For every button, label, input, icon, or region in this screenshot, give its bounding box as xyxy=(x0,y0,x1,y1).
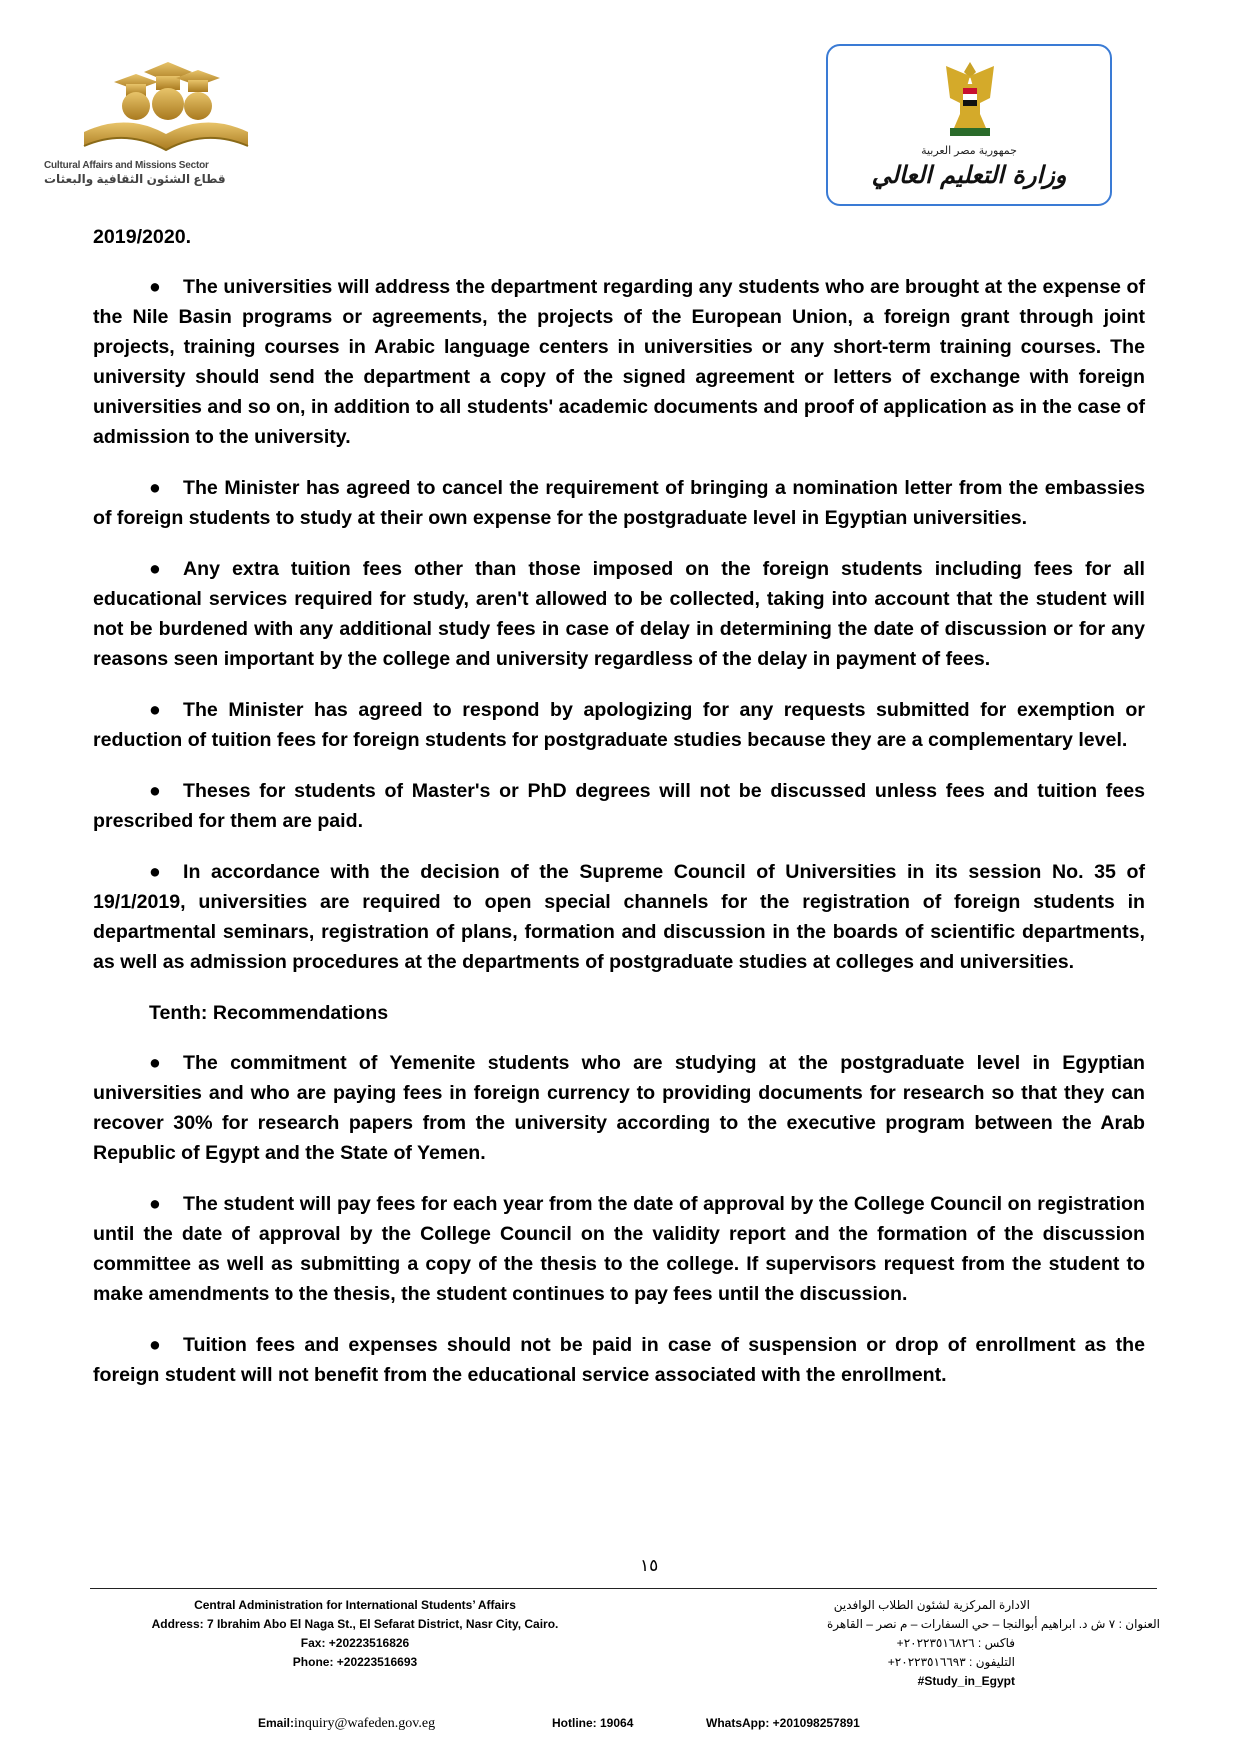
footer-hashtag[interactable]: #Study_in_Egypt xyxy=(917,1674,1015,1688)
footer-email xyxy=(258,1716,435,1732)
document-body xyxy=(93,222,1145,1411)
bullet-paragraph: ● In accordance with the decision of the Supreme Council of Universities in its session No. 35 of 19/1/2019, universities are required to open special channels for the registration of foreign students in departmental seminars, registration of plans, formation and discussion in the boards of scientific departments, as well as admission procedures at the departments of postgraduate studies at colleges and universities. xyxy=(93,857,1145,977)
footer-address-ar: العنوان : ٧ ش د. ابراهيم أبوالنجا – حي السفارات – م نصر – القاهرة xyxy=(826,1617,1160,1631)
footer-fax-en: Fax: +20223516826 xyxy=(300,1636,410,1650)
footer-address-en: Address: 7 Ibrahim Abo El Naga St., El Sefarat District, Nasr City, Cairo. xyxy=(151,1617,559,1631)
footer-english xyxy=(90,1596,620,1672)
republic-name: جمهورية مصر العربية xyxy=(921,145,1017,157)
year-line: 2019/2020. xyxy=(93,226,192,248)
footer-title-en: Central Administration for International Students’ Affairs xyxy=(194,1598,516,1612)
page-number: ١٥ xyxy=(640,1556,659,1575)
footer-phone-en: Phone: +20223516693 xyxy=(292,1655,418,1669)
bullet-paragraph: ● The Minister has agreed to respond by apologizing for any requests submitted for exemption or reduction of tuition fees for foreign students for postgraduate studies because they are a complementary level. xyxy=(93,695,1145,755)
footer-divider xyxy=(90,1588,1157,1589)
bullet-paragraph: ● The Minister has agreed to cancel the requirement of bringing a nomination letter from the embassies of foreign students to study at their own expense for the postgraduate level in Egyptian universities. xyxy=(93,473,1145,533)
bullet-icon: ● xyxy=(149,861,161,883)
footer-whatsapp: WhatsApp: +201098257891 xyxy=(706,1716,860,1730)
bullet-icon: ● xyxy=(149,558,161,580)
footer-phone-ar: التليفون : ٢٠٢٢٣٥١٦٦٩٣+ xyxy=(887,1655,1015,1669)
footer-fax-ar: فاكس : ٢٠٢٢٣٥١٦٨٢٦+ xyxy=(896,1636,1015,1650)
graduation-caps-book-icon xyxy=(44,54,270,164)
email-link[interactable]: inquiry@wafeden.gov.eg xyxy=(294,1716,436,1731)
footer-arabic xyxy=(690,1596,1160,1691)
ministry-logo-box xyxy=(826,44,1112,206)
bullet-icon: ● xyxy=(149,276,161,298)
bullet-icon: ● xyxy=(149,1334,161,1356)
footer-title-ar: الادارة المركزية لشئون الطلاب الوافدين xyxy=(833,1598,1030,1612)
bullet-paragraph: ● The commitment of Yemenite students who are studying at the postgraduate level in Egyptian universities and who are paying fees in foreign currency to providing documents for research so that they can recover 30% for research papers from the university according to the executive program between the Arab Republic of Egypt and the State of Yemen. xyxy=(93,1048,1145,1168)
bullet-paragraph: ● Any extra tuition fees other than those imposed on the foreign students including fees for all educational services required for study, aren't allowed to be collected, taking into account that the student will not be burdened with any additional study fees in case of delay in determining the date of discussion or for any reasons seen important by the college and university regardless of the delay in payment of fees. xyxy=(93,554,1145,674)
ministry-name: وزارة التعليم العالي xyxy=(871,160,1067,189)
email-label: Email: xyxy=(258,1716,295,1730)
section-heading: Tenth: Recommendations xyxy=(149,1002,389,1024)
bullet-icon: ● xyxy=(149,477,161,499)
bullet-paragraph: ● Tuition fees and expenses should not be paid in case of suspension or drop of enrollment as the foreign student will not benefit from the educational service associated with the enrollment. xyxy=(93,1330,1145,1390)
bullet-icon: ● xyxy=(149,699,161,721)
bullet-paragraph: ● The universities will address the department regarding any students who are brought at the expense of the Nile Basin programs or agreements, the projects of the European Union, a foreign grant through joint projects, training courses in Arabic language centers in universities or any short-term training courses. The university should send the department a copy of the signed agreement or letters of exchange with foreign universities and so on, in addition to all students' academic documents and proof of application as in the case of admission to the university. xyxy=(93,272,1145,452)
bullet-icon: ● xyxy=(149,1052,161,1074)
bullet-icon: ● xyxy=(149,1193,161,1215)
bullet-paragraph: ● The student will pay fees for each year from the date of approval by the College Council on registration until the date of approval by the College Council on the validity report and the formation of the discussion committee as well as submitting a copy of the thesis to the college. If supervisors request from the student to make amendments to the thesis, the student continues to pay fees until the discussion. xyxy=(93,1189,1145,1309)
bullet-paragraph: ● Theses for students of Master's or PhD degrees will not be discussed unless fees and tuition fees prescribed for them are paid. xyxy=(93,776,1145,836)
footer-hotline: Hotline: 19064 xyxy=(552,1716,634,1730)
eagle-emblem-icon xyxy=(940,58,1000,142)
sector-name-arabic: قطاع الشئون الثقافية والبعثات xyxy=(44,172,226,186)
sector-name-english: Cultural Affairs and Missions Sector xyxy=(44,160,209,171)
bullet-icon: ● xyxy=(149,780,161,802)
